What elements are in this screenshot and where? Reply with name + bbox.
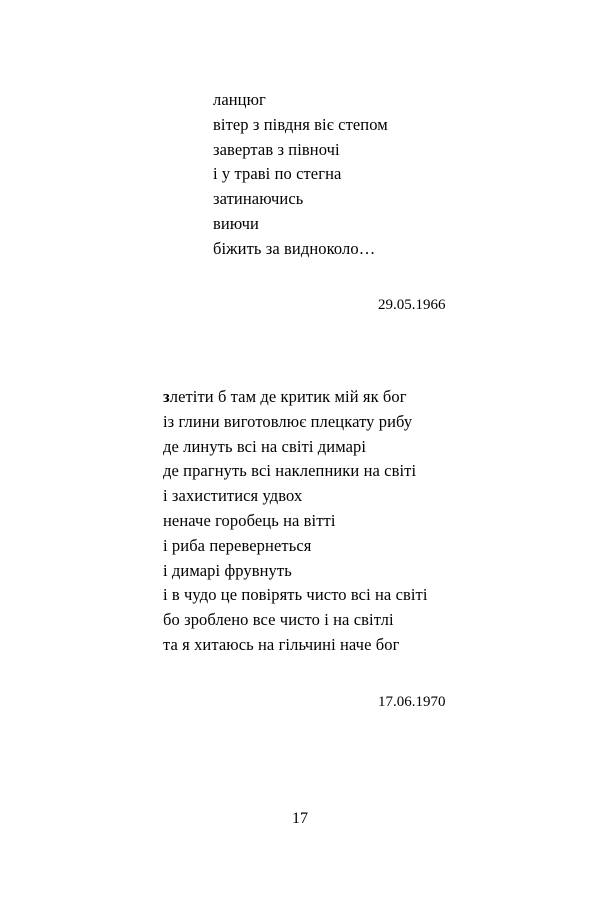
- poem-line: бо зроблено все чисто і на світлі: [163, 610, 394, 630]
- poem-line: де линуть всі на світі димарі: [163, 436, 367, 456]
- poem-line: із глини виготовлює плецкату рибу: [163, 411, 413, 431]
- poem-line: виючи: [213, 213, 259, 233]
- poem-line: неначе горобець на вітті: [163, 510, 336, 530]
- page-number: 17: [292, 810, 308, 827]
- poem-line: і димарі фрувнуть: [163, 560, 292, 580]
- poem-date-second: 17.06.1970: [378, 694, 446, 710]
- poem-line: і в чудо це повірять чисто всі на світі: [163, 585, 428, 605]
- poem-line: затинаючись: [213, 189, 304, 209]
- poem-line: біжить за видноколо…: [213, 238, 376, 258]
- poem-line: і захиститися удвох: [163, 486, 303, 506]
- drop-cap: з: [163, 387, 170, 406]
- poem-line: і у траві по стегна: [213, 164, 342, 184]
- poem-line-opening-rest: летіти б там де критик мій як бог: [169, 387, 407, 406]
- poem-line: де прагнуть всі наклепники на світі: [163, 461, 417, 481]
- poem-block-first: [213, 88, 553, 262]
- poem-line: ланцюг: [213, 90, 266, 109]
- poem-line: та я хитаюсь на гільчині наче бог: [163, 634, 400, 654]
- poem-line: завертав з півночі: [213, 139, 340, 159]
- poem-line-opening: [163, 385, 563, 410]
- poem-block-second: [163, 385, 563, 658]
- poem-line: і риба перевернеться: [163, 535, 312, 555]
- poem-date-first: 29.05.1966: [378, 297, 446, 313]
- poem-line: вітер з півдня віє степом: [213, 114, 388, 134]
